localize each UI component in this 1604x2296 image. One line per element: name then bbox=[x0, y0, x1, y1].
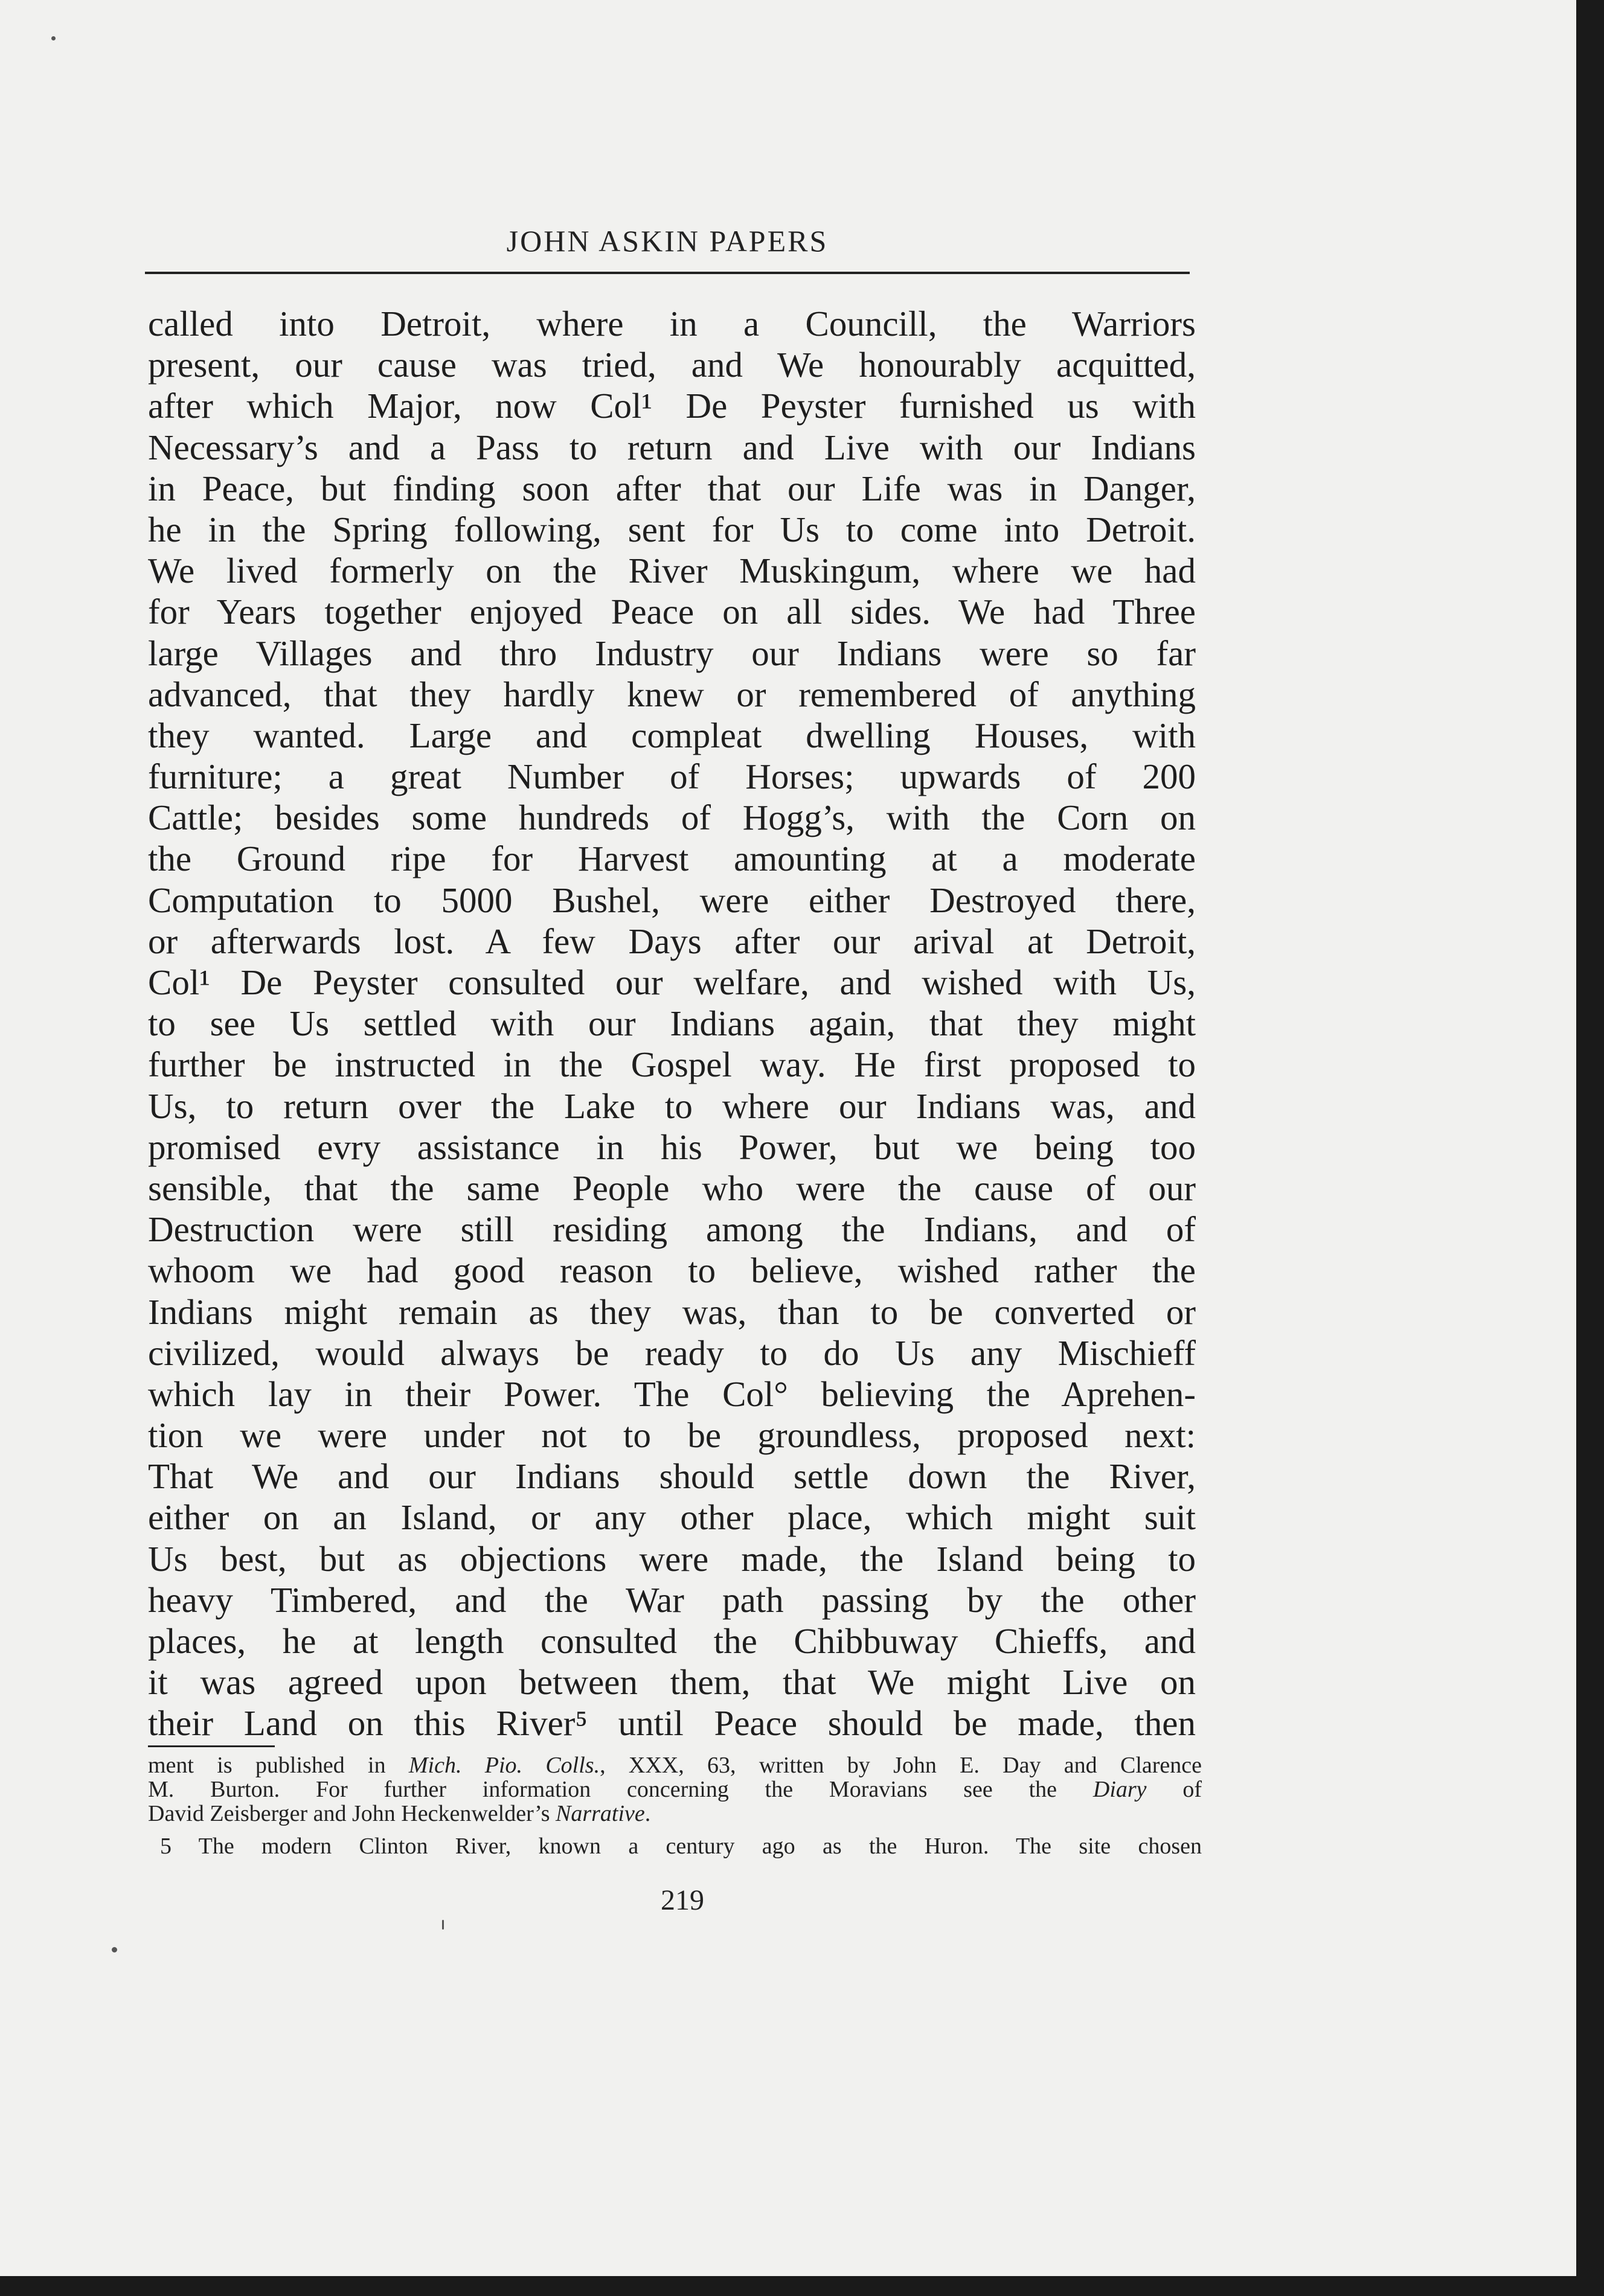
body-line: or afterwards lost. A few Days after our arival at Detroit, bbox=[148, 921, 1196, 961]
body-line: after which Major, now Col¹ De Peyster furnished us with bbox=[148, 386, 1196, 426]
body-line: either on an Island, or any other place, which might suit bbox=[148, 1497, 1196, 1538]
body-line: they wanted. Large and compleat dwelling Houses, with bbox=[148, 715, 1196, 755]
body-line: present, our cause was tried, and We honourably acquitted, bbox=[148, 345, 1196, 385]
body-text bbox=[148, 303, 1196, 1744]
footnote-text: of bbox=[1146, 1777, 1202, 1802]
paper-speck bbox=[112, 1947, 117, 1952]
body-line: furniture; a great Number of Horses; upwards of 200 bbox=[148, 756, 1196, 797]
footnote-4-line bbox=[148, 1753, 1202, 1777]
paper-speck bbox=[51, 36, 56, 40]
body-line: which lay in their Power. The Col° believing the Aprehen- bbox=[148, 1373, 1196, 1414]
body-line: called into Detroit, where in a Councill, the Warriors bbox=[148, 304, 1196, 344]
footnote-4-line bbox=[148, 1777, 1202, 1802]
body-line: in Peace, but finding soon after that our Life was in Danger, bbox=[148, 468, 1196, 508]
footnote-text: David Zeisberger and John Heckenwelder’s bbox=[148, 1801, 556, 1826]
body-line: to see Us settled with our Indians again, that they might bbox=[148, 1003, 1196, 1044]
body-line: further be instructed in the Gospel way. He first proposed to bbox=[148, 1044, 1196, 1085]
header-rule bbox=[145, 272, 1190, 274]
footnote-5: 5 The modern Clinton River, known a century ago as the Huron. The site chosen bbox=[160, 1834, 1202, 1859]
body-line: he in the Spring following, sent for Us to come into Detroit. bbox=[148, 509, 1196, 549]
body-line: We lived formerly on the River Muskingum, where we had bbox=[148, 551, 1196, 591]
footnote-text: , XXX, 63, written by John E. Day and Clarence bbox=[600, 1753, 1202, 1778]
body-line: heavy Timbered, and the War path passing by the other bbox=[148, 1579, 1196, 1620]
body-line: their Land on this River⁵ until Peace should be made, then bbox=[148, 1703, 1196, 1744]
body-line: promised evry assistance in his Power, but we being too bbox=[148, 1127, 1196, 1167]
footnote-italic: Mich. Pio. Colls. bbox=[408, 1753, 600, 1778]
footnote-text: M. Burton. For further information concerning the Moravians see the bbox=[148, 1777, 1093, 1802]
footnote-italic: Narrative bbox=[555, 1801, 645, 1826]
footnote-text: ment is published in bbox=[148, 1753, 409, 1778]
body-line: Destruction were still residing among the Indians, and of bbox=[148, 1209, 1196, 1250]
page-number: 219 bbox=[661, 1884, 704, 1916]
running-header: JOHN ASKIN PAPERS bbox=[506, 224, 829, 258]
body-line: That We and our Indians should settle down the River, bbox=[148, 1456, 1196, 1497]
body-line: civilized, would always be ready to do Us any Mischieff bbox=[148, 1332, 1196, 1373]
body-line: Indians might remain as they was, than to be converted or bbox=[148, 1291, 1196, 1332]
footnote-4-line bbox=[148, 1802, 1202, 1826]
paper-speck bbox=[442, 1920, 444, 1930]
body-line: Necessary’s and a Pass to return and Live with our Indians bbox=[148, 427, 1196, 467]
body-line: Cattle; besides some hundreds of Hogg’s, with the Corn on bbox=[148, 798, 1196, 838]
body-line: sensible, that the same People who were the cause of our bbox=[148, 1168, 1196, 1208]
body-line: Us best, but as objections were made, the Island being to bbox=[148, 1538, 1196, 1579]
body-line: for Years together enjoyed Peace on all sides. We had Three bbox=[148, 592, 1196, 632]
body-line: tion we were under not to be groundless, proposed next: bbox=[148, 1415, 1196, 1456]
footnote-rule bbox=[148, 1745, 275, 1747]
body-line: large Villages and thro Industry our Indians were so far bbox=[148, 633, 1196, 673]
body-line: whoom we had good reason to believe, wished rather the bbox=[148, 1250, 1196, 1291]
body-line: it was agreed upon between them, that We might Live on bbox=[148, 1662, 1196, 1703]
body-line: advanced, that they hardly knew or remembered of anything bbox=[148, 674, 1196, 714]
footnote-text: . bbox=[644, 1801, 651, 1826]
body-line: Computation to 5000 Bushel, were either Destroyed there, bbox=[148, 880, 1196, 920]
body-line: Us, to return over the Lake to where our Indians was, and bbox=[148, 1086, 1196, 1126]
body-line: the Ground ripe for Harvest amounting at a moderate bbox=[148, 839, 1196, 879]
body-line: places, he at length consulted the Chibbuway Chieffs, and bbox=[148, 1621, 1196, 1661]
footnotes bbox=[148, 1753, 1202, 1858]
footnote-italic: Diary bbox=[1092, 1777, 1147, 1802]
body-line: Col¹ De Peyster consulted our welfare, and wished with Us, bbox=[148, 962, 1196, 1002]
